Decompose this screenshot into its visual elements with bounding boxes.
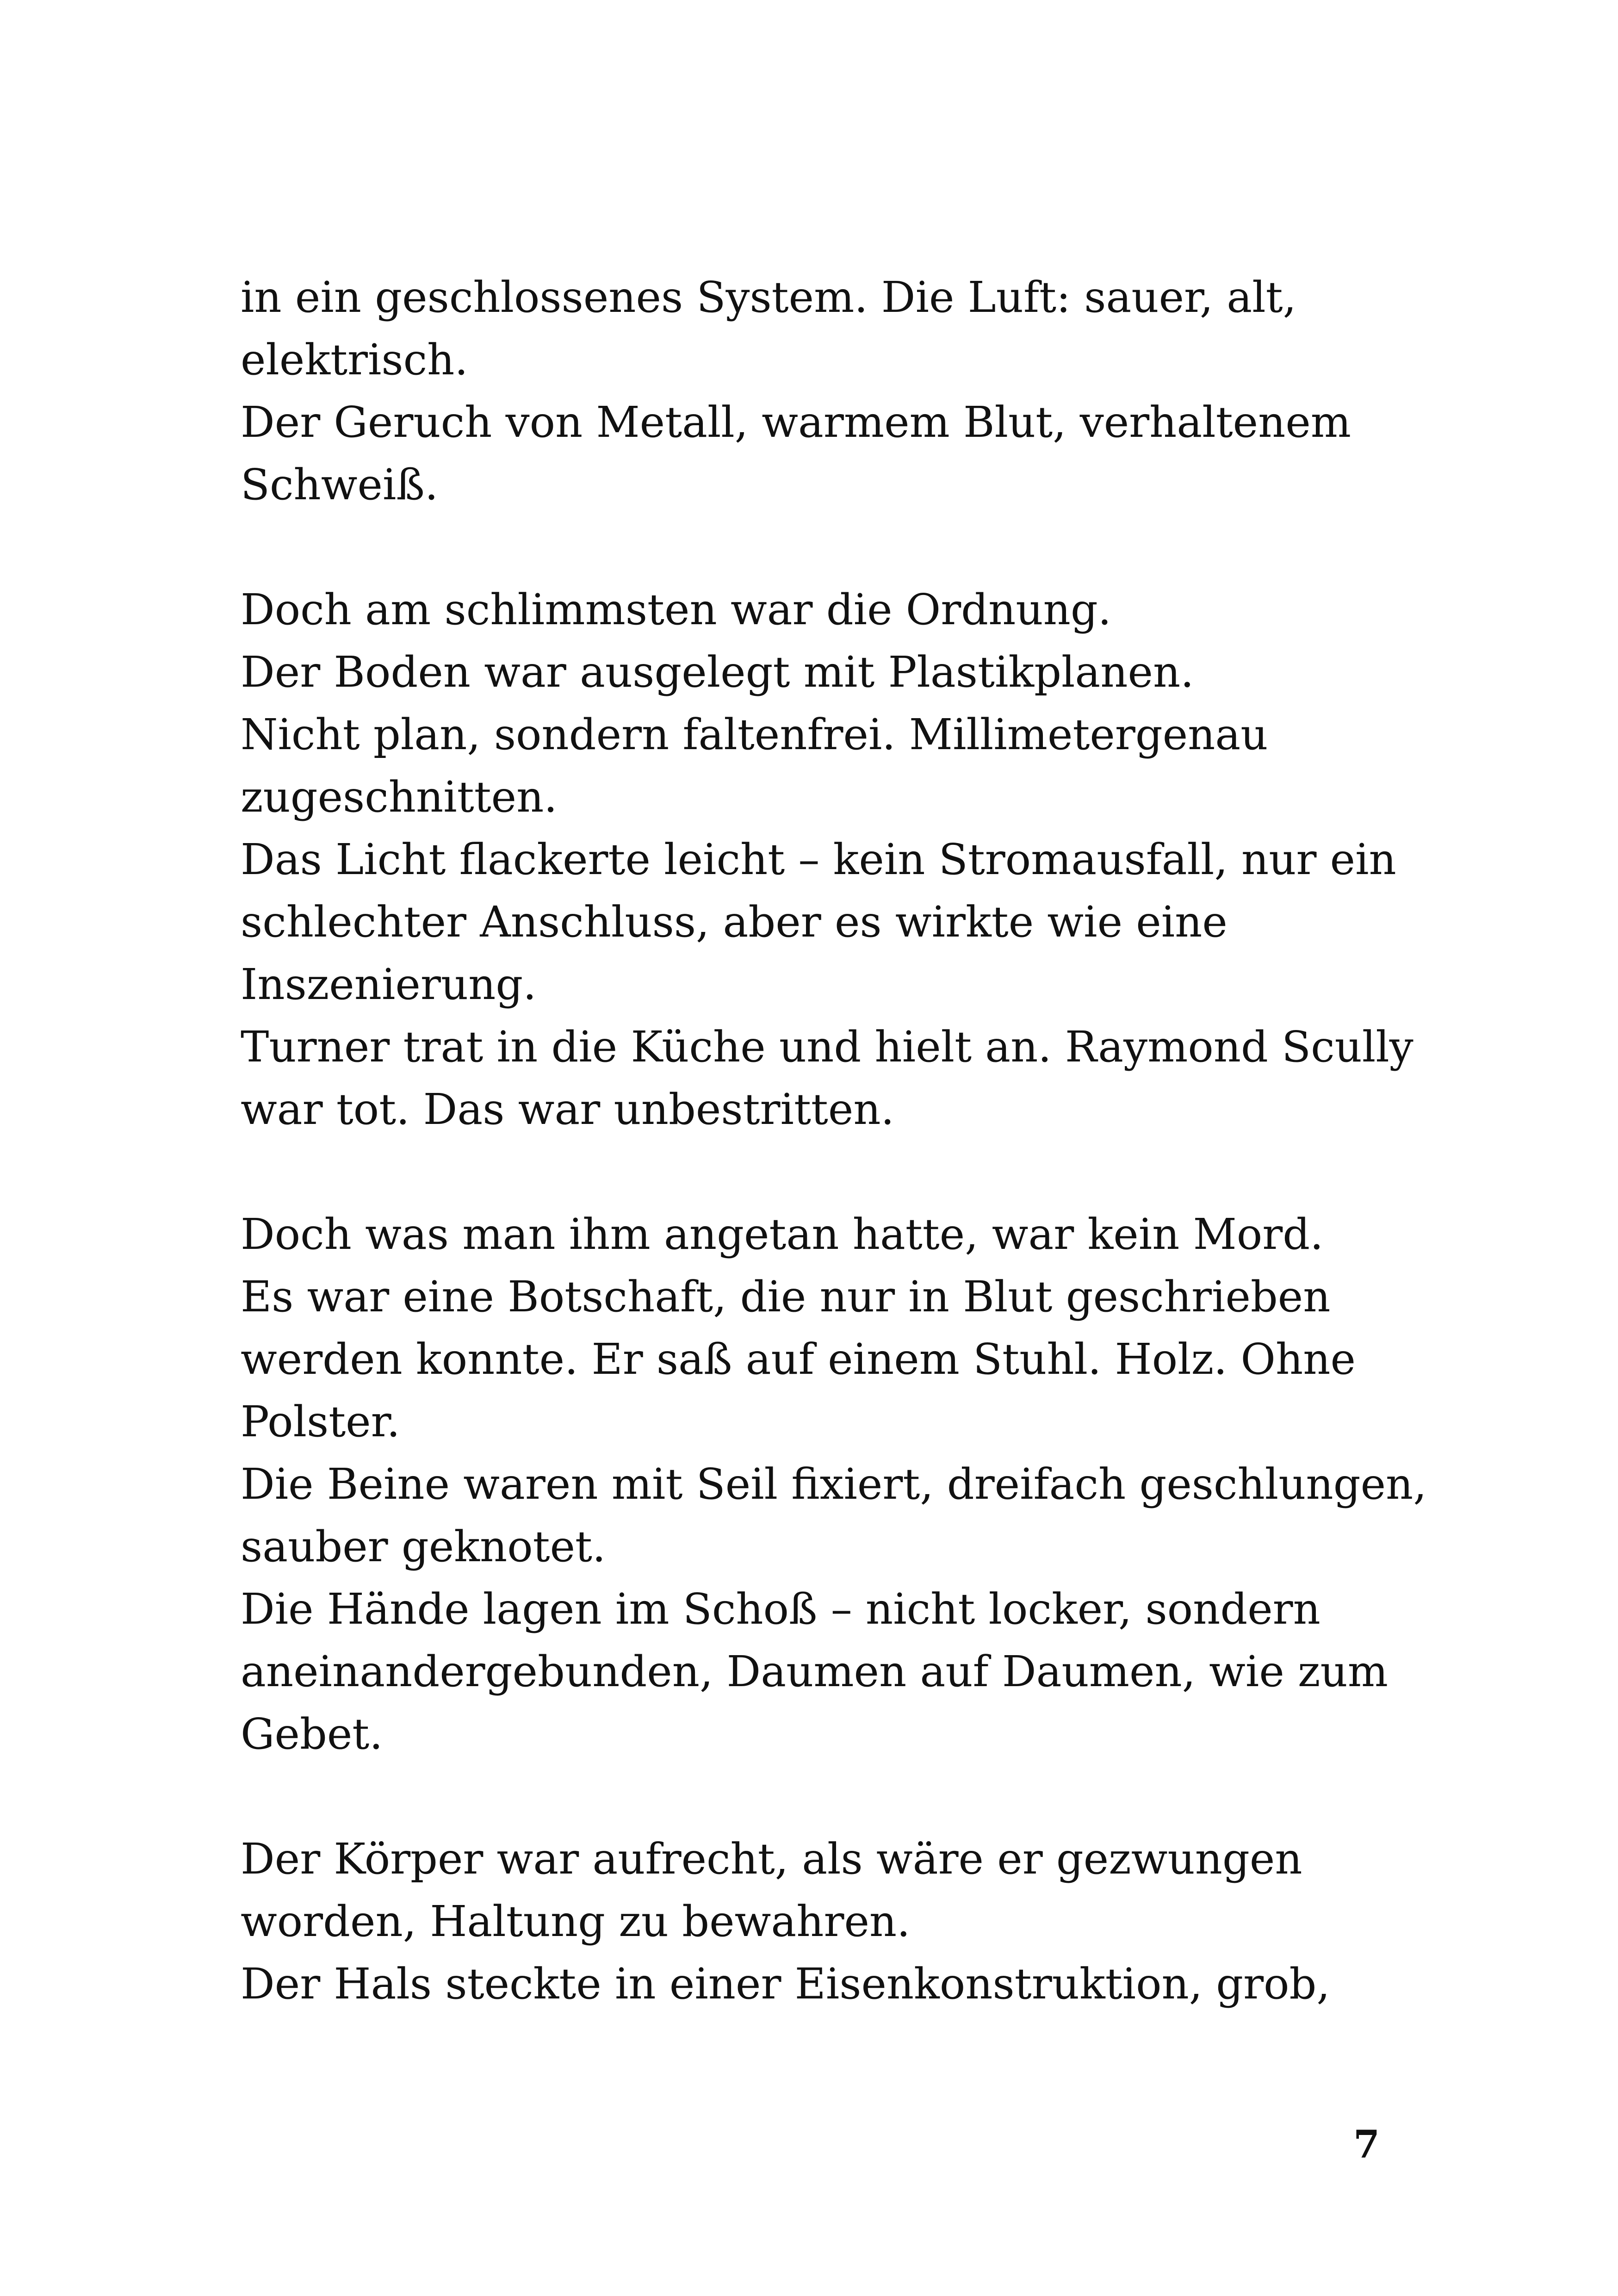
- paragraph-3: [241, 1203, 1453, 1765]
- body-text: [241, 266, 1453, 2015]
- text-line: Es war eine Botschaft, die nur in Blut geschrieben: [241, 1272, 1331, 1322]
- text-line: Der Geruch von Metall, warmem Blut, verhaltenem: [241, 397, 1351, 447]
- text-line: werden konnte. Er saß auf einem Stuhl. Holz. Ohne: [241, 1334, 1356, 1384]
- text-line: Gebet.: [241, 1709, 383, 1759]
- text-line: in ein geschlossenes System. Die Luft: sauer, alt,: [241, 273, 1296, 322]
- text-line: worden, Haltung zu bewahren.: [241, 1897, 911, 1946]
- text-line: Schweiß.: [241, 460, 439, 509]
- text-line: Doch am schlimmsten war die Ordnung.: [241, 585, 1111, 634]
- text-line: Der Boden war ausgelegt mit Plastikplanen.: [241, 647, 1194, 697]
- text-line: Doch was man ihm angetan hatte, war kein Mord.: [241, 1210, 1324, 1259]
- text-line: aneinandergebunden, Daumen auf Daumen, wie zum: [241, 1647, 1389, 1696]
- text-line: Die Beine waren mit Seil fixiert, dreifach geschlungen,: [241, 1459, 1427, 1509]
- text-line: zugeschnitten.: [241, 772, 558, 822]
- text-line: Der Hals steckte in einer Eisenkonstruktion, grob,: [241, 1959, 1330, 2009]
- paragraph-1: [241, 266, 1453, 516]
- page-number: 7: [1353, 2122, 1380, 2167]
- text-line: Inszenierung.: [241, 960, 537, 1009]
- paragraph-4: [241, 1828, 1453, 2015]
- text-line: Die Hände lagen im Schoß – nicht locker, sondern: [241, 1584, 1320, 1634]
- text-line: sauber geknotet.: [241, 1522, 606, 1571]
- text-line: Das Licht flackerte leicht – kein Stromausfall, nur ein: [241, 835, 1396, 884]
- text-line: Der Körper war aufrecht, als wäre er gezwungen: [241, 1834, 1302, 1884]
- text-line: elektrisch.: [241, 335, 468, 385]
- paragraph-2: [241, 578, 1453, 1141]
- text-line: schlechter Anschluss, aber es wirkte wie eine: [241, 897, 1227, 947]
- text-line: war tot. Das war unbestritten.: [241, 1085, 894, 1134]
- text-line: Turner trat in die Küche und hielt an. Raymond Scully: [241, 1022, 1413, 1072]
- text-line: Polster.: [241, 1397, 400, 1446]
- text-line: Nicht plan, sondern faltenfrei. Millimetergenau: [241, 710, 1268, 759]
